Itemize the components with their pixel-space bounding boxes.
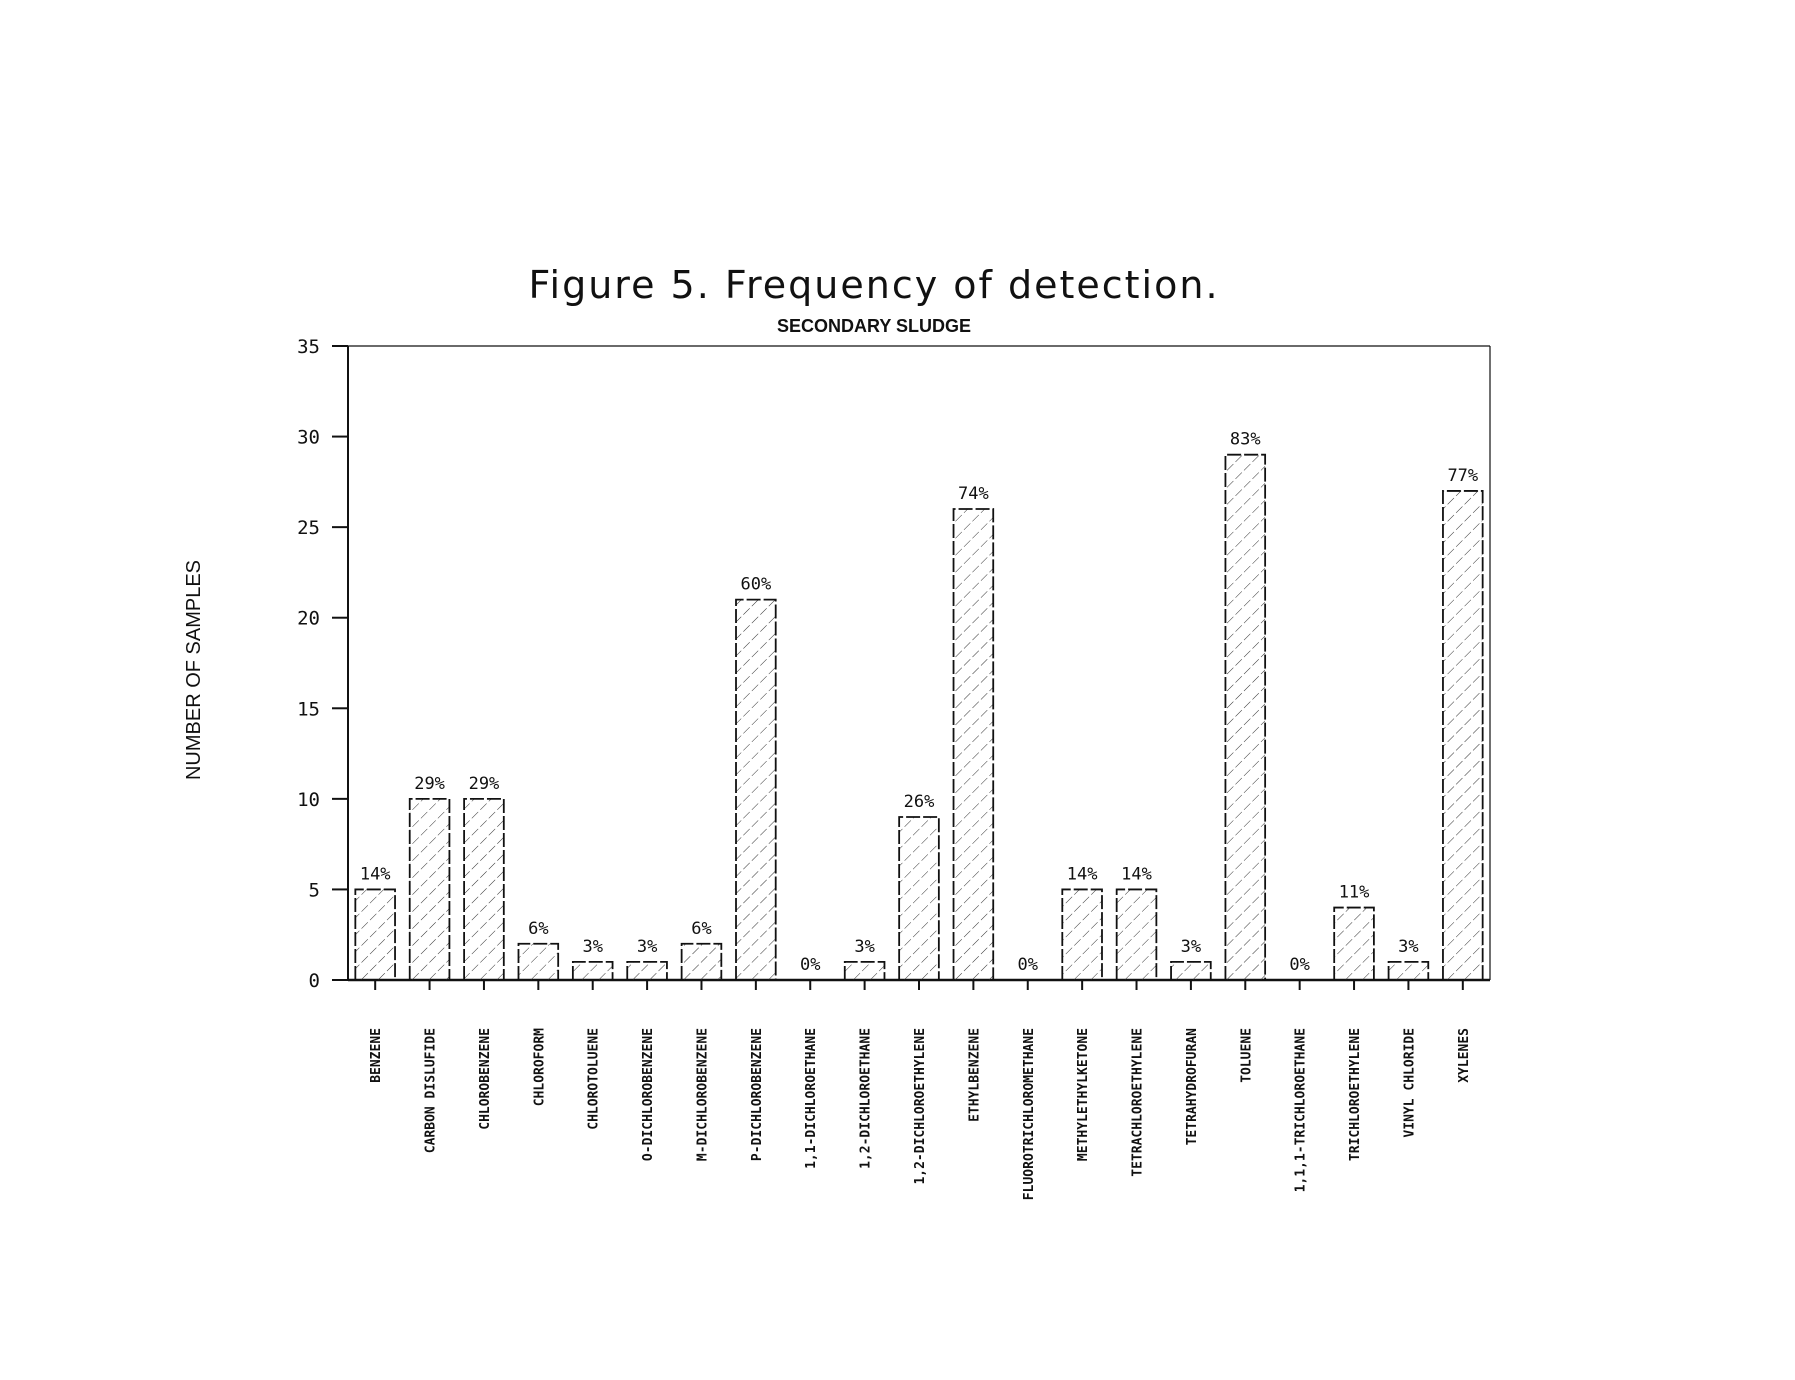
bars <box>355 455 1482 980</box>
x-tick-label: METHYLETHYLKETONE <box>1076 1028 1092 1162</box>
bar <box>1389 962 1429 980</box>
bar-value-label: 14% <box>359 864 391 885</box>
bar-value-label: 3% <box>1180 936 1202 957</box>
bar <box>573 962 613 980</box>
bar <box>899 817 939 980</box>
bar <box>1117 889 1157 980</box>
x-tick-label: CHLOROTOLUENE <box>586 1028 602 1130</box>
x-tick-label: TETRAHYDROFURAN <box>1184 1028 1200 1146</box>
bar-value-label: 74% <box>958 484 989 505</box>
x-tick-label: CARBON DISLUFIDE <box>423 1028 439 1154</box>
y-tick-label: 15 <box>297 698 320 721</box>
bar-value-label: 0% <box>1017 955 1039 975</box>
bar <box>1062 889 1102 980</box>
x-tick-label: TOLUENE <box>1239 1028 1255 1083</box>
y-axis <box>297 336 348 992</box>
bar <box>682 944 722 980</box>
bar <box>518 944 558 980</box>
x-tick-label: FLUOROTRICHLOROMETHANE <box>1021 1028 1037 1201</box>
x-axis <box>369 980 1472 1200</box>
bar-value-label: 29% <box>468 773 500 794</box>
x-tick-label: VINYL CHLORIDE <box>1402 1028 1418 1138</box>
bar-value-label: 14% <box>1066 864 1098 885</box>
bar-value-label: 3% <box>582 936 603 957</box>
bar-value-label: 77% <box>1447 465 1479 486</box>
x-tick-label: BENZENE <box>369 1028 385 1083</box>
bar <box>464 799 504 980</box>
x-tick-label: ETHYLBENZENE <box>967 1028 983 1122</box>
x-tick-label: CHLOROBENZENE <box>477 1028 493 1130</box>
x-tick-label: TRICHLOROETHYLENE <box>1348 1028 1364 1162</box>
bar <box>845 962 885 980</box>
y-axis-label: NUMBER OF SAMPLES <box>183 559 205 781</box>
bar-value-label: 60% <box>740 574 772 595</box>
bar <box>355 889 395 980</box>
bar <box>410 799 450 980</box>
bar-value-label: 3% <box>1398 936 1419 957</box>
x-tick-label: 1,2-DICHLOROETHYLENE <box>913 1028 928 1185</box>
bar <box>736 600 776 980</box>
y-tick-label: 5 <box>308 879 320 902</box>
bar <box>627 962 667 980</box>
bar-value-label: 83% <box>1229 429 1261 450</box>
bar <box>1334 908 1374 980</box>
bar-value-label: 3% <box>854 936 875 957</box>
x-tick-label: TETRACHLOROETHYLENE <box>1130 1028 1146 1177</box>
bar <box>954 509 994 980</box>
chart-subtitle: SECONDARY SLUDGE <box>776 316 972 336</box>
x-tick-label: 1,1-DICHLOROETHANE <box>804 1028 820 1169</box>
bar-value-label: 29% <box>414 773 445 794</box>
chart-title: Figure 5. Frequency of detection. <box>528 263 1220 307</box>
y-tick-label: 0 <box>308 970 320 992</box>
bar-value-label: 0% <box>1289 955 1310 975</box>
bar <box>1443 491 1483 980</box>
x-tick-label: M-DICHLOROBENZENE <box>695 1028 711 1162</box>
bar-value-label: 11% <box>1338 882 1370 903</box>
y-tick-label: 10 <box>297 788 320 811</box>
bar-value-label: 14% <box>1121 864 1152 885</box>
x-tick-label: P-DICHLOROBENZENE <box>749 1028 765 1162</box>
x-tick-label: 1,2-DICHLOROETHANE <box>858 1028 874 1169</box>
y-tick-label: 35 <box>297 336 320 358</box>
y-tick-label: 20 <box>297 607 320 630</box>
y-tick-label: 25 <box>297 517 320 540</box>
y-tick-label: 30 <box>297 426 320 449</box>
bar-value-label: 26% <box>903 791 935 812</box>
x-tick-label: O-DICHLOROBENZENE <box>641 1028 657 1162</box>
bar-value-label: 0% <box>799 955 821 975</box>
bar <box>1171 962 1211 980</box>
x-tick-label: XYLENES <box>1456 1028 1472 1083</box>
x-tick-label: CHLOROFORM <box>532 1028 548 1107</box>
bar-value-label: 6% <box>528 918 549 939</box>
bar-value-label: 3% <box>636 936 658 957</box>
bar <box>1225 455 1265 980</box>
x-tick-label: 1,1,1-TRICHLOROETHANE <box>1293 1028 1309 1193</box>
bar-value-label: 6% <box>691 918 712 939</box>
